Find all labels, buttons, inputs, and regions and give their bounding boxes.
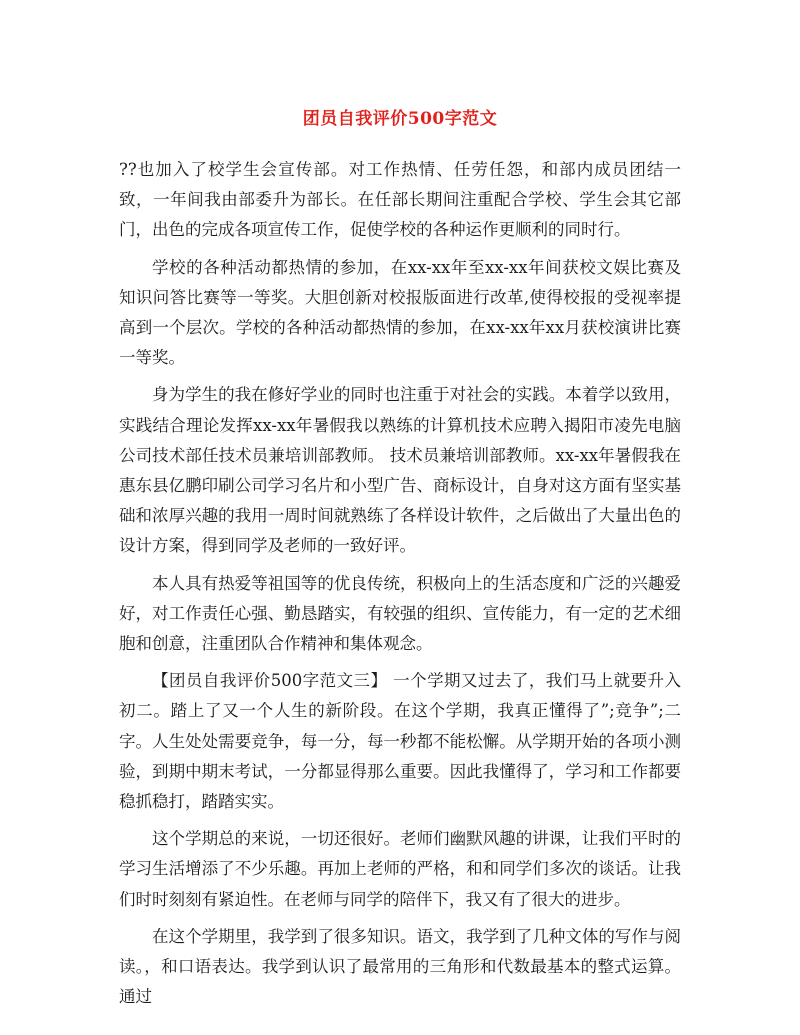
paragraph-1: ??也加入了校学生会宣传部。对工作热情、任劳任怨，和部内成员团结一致，一年间我由部委升为部长。在任部长期间注重配合学校、学生会其它部门，出色的完成各项宣传工作，促使学校的各种运作更顺利的同时行。 (119, 160, 681, 240)
paragraph-4: 本人具有热爱等祖国等的优良传统，积极向上的生活态度和广泛的兴趣爱好，对工作责任心强、勤恳踏实，有较强的组织、宣传能力，有一定的艺术细胞和创意，注重团队合作精神和集体观念。 (119, 573, 681, 654)
document-title: 团员自我评价500字范文 (302, 109, 498, 129)
paragraph-7: 在这个学期里，我学到了很多知识。语文，我学到了几种文体的写作与阅读。，和口语表达。我学到认识了最常用的三角形和代数最基本的整式运算。通过 (119, 926, 681, 1007)
paragraph-6: 这个学期总的来说，一切还很好。老师们幽默风趣的讲课，让我们平时的学习生活增添了不少乐趣。再加上老师的严格，和和同学们多次的谈话。让我们时时刻刻有紧迫性。在老师与同学的陪伴下，我又有了很大的进步。 (119, 829, 681, 909)
paragraph-2: 学校的各种活动都热情的参加，在xx-xx年至xx-xx年间获校文娱比赛及知识问答比赛等一等奖。大胆创新对校报版面进行改革,使得校报的受视率提高到一个层次。学校的各种活动都热情的参加，在xx-xx年xx月获校演讲比赛一等奖。 (119, 257, 681, 368)
paragraph-5: 【团员自我评价500字范文三】 一个学期又过去了，我们马上就要升入初二。踏上了又一个人生的新阶段。在这个学期，我真正懂得了”;竞争”;二字。人生处处需要竞争，每一分，每一秒都不能松懈。从学期开始的各项小测验，到期中期末考试，一分都显得那么重要。因此我懂得了，学习和工作都要稳抓稳打，踏踏实实。 (119, 671, 681, 812)
document-body (119, 155, 681, 1019)
paragraph-3: 身为学生的我在修好学业的同时也注重于对社会的实践。本着学以致用，实践结合理论发挥xx-xx年暑假我以熟练的计算机技术应聘入揭阳市凌先电脑公司技术部任技术员兼培训部教师。 技术员兼培训部教师。xx-xx年暑假我在惠东县亿鹏印刷公司学习名片和小型广告、商标设计，自身对这方面有坚实基础和浓厚兴趣的我用一周时间就熟练了各样设计软件，之后做出了大量出色的设计方案，得到同学及老师的一致好评。 (119, 385, 681, 556)
